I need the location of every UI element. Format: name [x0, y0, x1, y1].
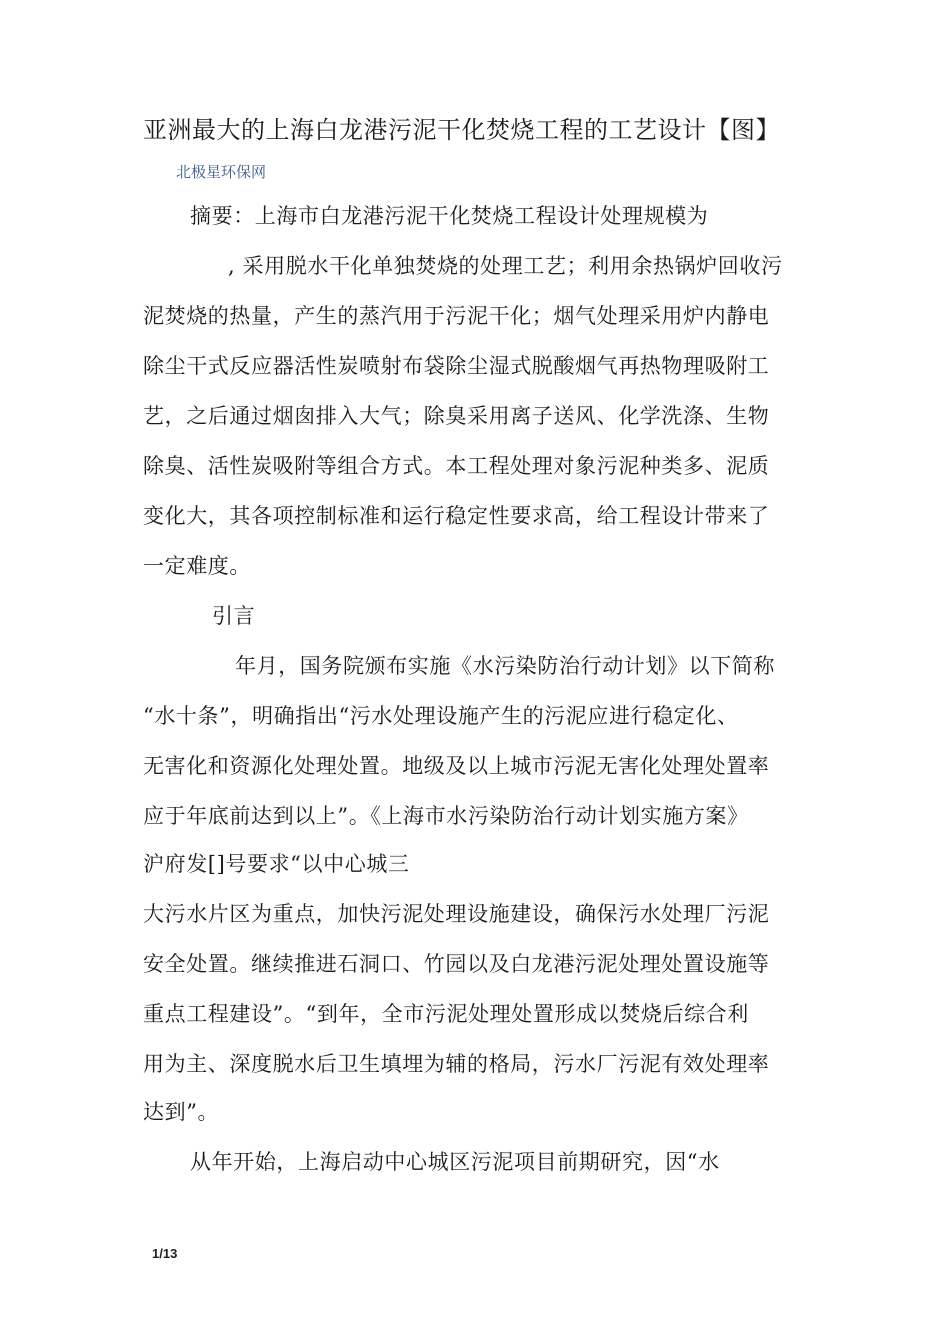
body-line: 从年开始，上海启动中心城区污泥项目前期研究，因“水: [190, 1150, 720, 1174]
abstract-line: 摘要：上海市白龙港污泥干化焚烧工程设计处理规模为: [190, 204, 709, 228]
body-line: 年月，国务院颁布实施《水污染防治行动计划》以下简称: [235, 654, 775, 678]
body-line: 泥焚烧的热量，产生的蒸汽用于污泥干化；烟气处理采用炉内静电: [143, 304, 770, 328]
page-number: 1/13: [152, 1246, 178, 1261]
body-line: 用为主、深度脱水后卫生填埋为辅的格局，污水厂污泥有效处理率: [143, 1052, 770, 1076]
body-line: 除臭、活性炭吸附等组合方式。本工程处理对象污泥种类多、泥质: [143, 454, 770, 478]
document-title: 亚洲最大的上海白龙港污泥干化焚烧工程的工艺设计【图】: [143, 116, 780, 144]
body-line: 重点工程建设”。“到年，全市污泥处理处置形成以焚烧后综合利: [143, 1002, 749, 1026]
body-line: 一定难度。: [143, 554, 251, 578]
body-line: 除尘干式反应器活性炭喷射布袋除尘湿式脱酸烟气再热物理吸附工: [143, 354, 770, 378]
body-line: , 采用脱水干化单独焚烧的处理工艺；利用余热锅炉回收污: [228, 254, 783, 278]
section-heading: 引言: [212, 604, 256, 628]
body-line: 沪府发[]号要求“以中心城三: [143, 852, 410, 876]
body-line: “水十条”，明确指出“污水处理设施产生的污泥应进行稳定化、: [143, 704, 739, 728]
body-line: 应于年底前达到以上”。《上海市水污染防治行动计划实施方案》: [143, 804, 749, 828]
body-line: 达到”。: [143, 1100, 220, 1124]
body-line: 艺，之后通过烟囱排入大气；除臭采用离子送风、化学洗涤、生物: [143, 404, 770, 428]
body-line: 无害化和资源化处理处置。地级及以上城市污泥无害化处理处置率: [143, 754, 770, 778]
body-line: 安全处置。继续推进石洞口、竹园以及白龙港污泥处理处置设施等: [143, 952, 770, 976]
body-line: 大污水片区为重点，加快污泥处理设施建设，确保污水处理厂污泥: [143, 902, 770, 926]
source-label: 北极星环保网: [176, 163, 267, 181]
body-line: 变化大，其各项控制标准和运行稳定性要求高，给工程设计带来了: [143, 504, 770, 528]
